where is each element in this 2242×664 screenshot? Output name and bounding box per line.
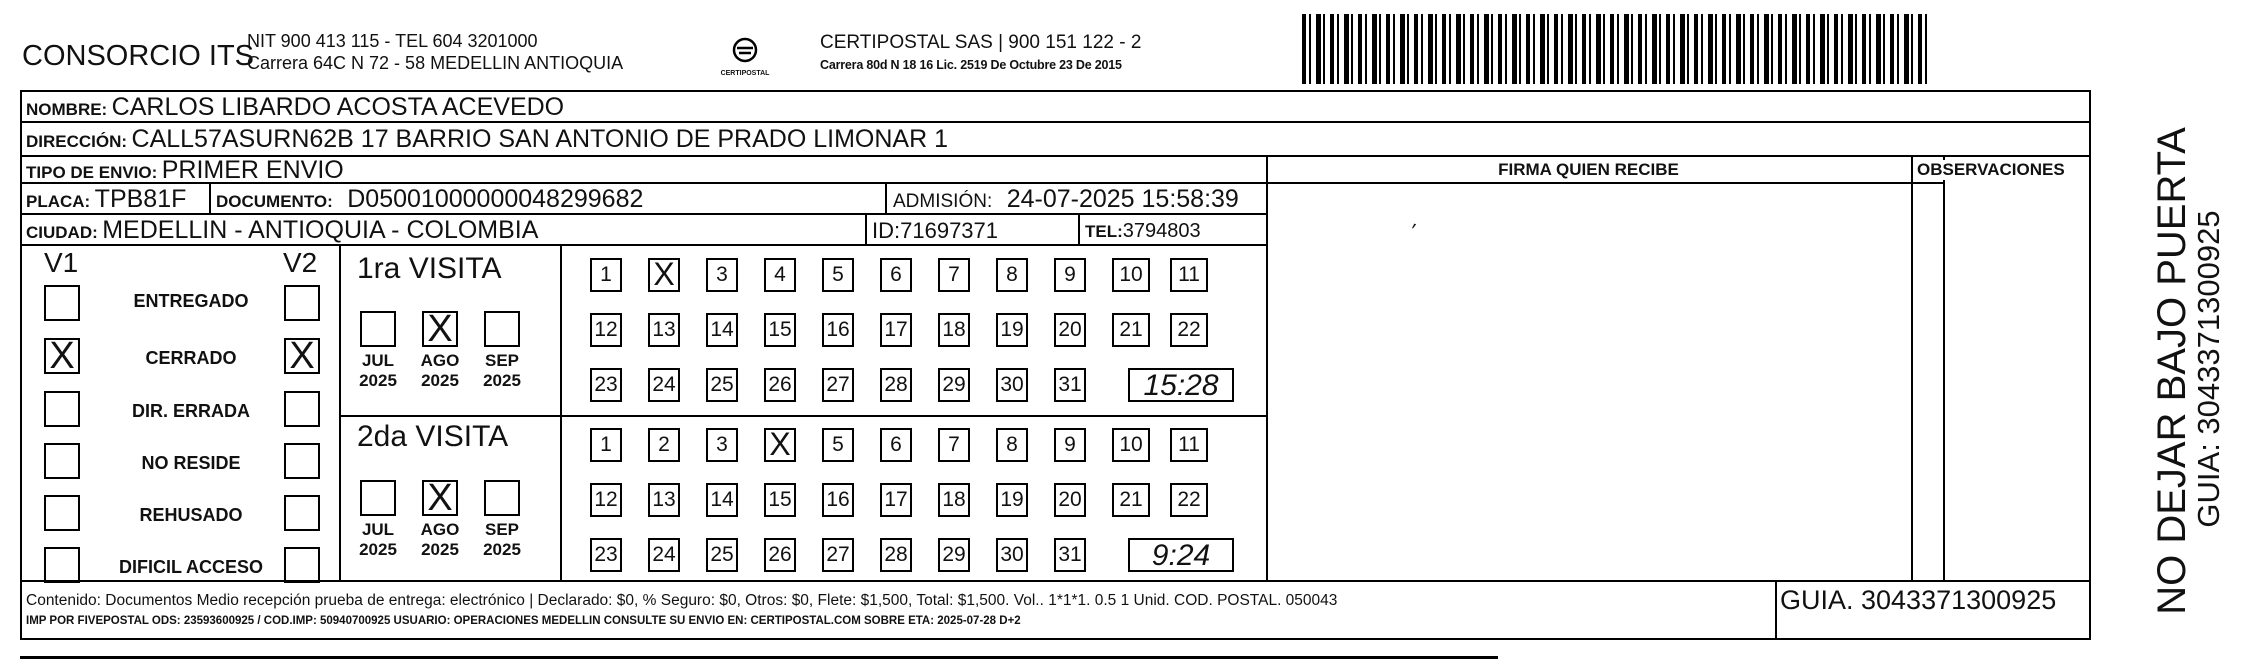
month-checkbox[interactable]: X	[422, 311, 458, 347]
tel-row	[1085, 220, 1201, 243]
day-number: 10	[1119, 433, 1143, 456]
day-box[interactable]	[822, 428, 854, 462]
address-row	[26, 125, 948, 154]
plate-row	[26, 185, 186, 214]
day-box[interactable]	[822, 483, 854, 517]
day-box[interactable]	[996, 258, 1028, 292]
side-guia: GUIA: 3043371300925	[2191, 210, 2226, 528]
day-number: 20	[1058, 318, 1082, 341]
day-number: 5	[832, 263, 844, 286]
id-row	[872, 218, 998, 244]
day-number: 16	[826, 488, 850, 511]
day-box[interactable]	[996, 313, 1028, 347]
month-name: AGO	[420, 351, 460, 370]
month-label	[415, 520, 465, 560]
name-row	[26, 93, 564, 122]
day-number: 18	[942, 488, 966, 511]
type-label: TIPO DE ENVIO:	[26, 163, 158, 182]
admission-row	[893, 185, 1239, 214]
day-number: 23	[594, 373, 618, 396]
day-box[interactable]	[590, 368, 622, 402]
day-number: 7	[948, 263, 960, 286]
day-box[interactable]	[996, 483, 1028, 517]
month-checkbox[interactable]: X	[422, 480, 458, 516]
day-box[interactable]	[1112, 258, 1150, 292]
day-number: 21	[1119, 488, 1143, 511]
day-number: 13	[652, 318, 676, 341]
month-label	[477, 520, 527, 560]
day-number: 31	[1058, 373, 1082, 396]
certipostal-id-line: CERTIPOSTAL SAS | 900 151 122 - 2	[820, 32, 1142, 53]
day-number: 24	[652, 373, 676, 396]
city-value: MEDELLIN - ANTIOQUIA - COLOMBIA	[102, 216, 539, 244]
month-label	[415, 351, 465, 391]
day-box[interactable]	[706, 258, 738, 292]
day-number: 31	[1058, 543, 1082, 566]
day-box[interactable]	[880, 428, 912, 462]
day-box[interactable]	[822, 258, 854, 292]
day-box[interactable]	[764, 428, 796, 462]
day-number: 15	[768, 318, 792, 341]
day-number: 27	[826, 543, 850, 566]
city-row	[26, 216, 538, 245]
day-number: 30	[1000, 373, 1024, 396]
type-row	[26, 156, 344, 185]
month-checkbox[interactable]	[484, 480, 520, 516]
visit-time-box[interactable]: 15:28	[1128, 368, 1234, 402]
company-address-line: Carrera 64C N 72 - 58 MEDELLIN ANTIOQUIA	[247, 53, 624, 73]
observations-header-label: OBSERVACIONES	[1913, 160, 2069, 180]
name-label: NOMBRE:	[26, 100, 108, 119]
visit1-title: 1ra VISITA	[357, 252, 502, 285]
id-value: 71697371	[900, 218, 999, 243]
state-label: NO RESIDE	[141, 453, 241, 473]
month-name: JUL	[361, 351, 395, 370]
month-checkbox[interactable]	[484, 311, 520, 347]
footer-print-line: IMP POR FIVEPOSTAL ODS: 23593600925 / COD.IMP: 50940700925 USUARIO: OPERACIONES MEDELLIN CONSULTE SU ENVIO EN: CERTIPOSTAL.COM SOBRE ETA: 2025-07-28 D+2	[26, 615, 1021, 627]
v2-checkbox[interactable]	[284, 391, 320, 427]
day-number: 4	[774, 263, 786, 286]
v1-header: V1	[44, 247, 79, 278]
day-box[interactable]	[938, 428, 970, 462]
day-box[interactable]	[590, 258, 622, 292]
month-name: AGO	[420, 520, 460, 539]
day-number: 6	[890, 263, 902, 286]
day-box[interactable]	[1112, 313, 1150, 347]
v2-checkbox[interactable]: X	[284, 338, 320, 374]
state-label: ENTREGADO	[133, 291, 249, 311]
day-number: 29	[942, 373, 966, 396]
month-name: JUL	[361, 520, 395, 539]
day-number: 8	[1006, 433, 1018, 456]
day-box[interactable]	[938, 313, 970, 347]
state-label: CERRADO	[145, 348, 237, 368]
month-year: 2025	[421, 371, 459, 390]
footer-content-line: Contenido: Documentos Medio recepción prueba de entrega: electrónico | Declarado: $0, % Seguro: $0, Otros: $0, Flete: $1,500, Total: $1,500. Vol.. 1*1*1. 0.5 1 Unid. COD. POSTAL. 050043	[26, 592, 1338, 609]
day-box[interactable]	[996, 538, 1028, 572]
v1-checkbox[interactable]	[44, 443, 80, 479]
day-box[interactable]	[880, 258, 912, 292]
day-box[interactable]	[764, 258, 796, 292]
state-label: DIR. ERRADA	[131, 401, 250, 421]
day-number: 27	[826, 373, 850, 396]
day-box[interactable]	[764, 538, 796, 572]
day-number: 21	[1119, 318, 1143, 341]
day-number: 12	[594, 318, 618, 341]
bottom-rule	[20, 656, 1498, 659]
day-box[interactable]	[764, 483, 796, 517]
document-label: DOCUMENTO:	[216, 192, 333, 211]
address-label: DIRECCIÓN:	[26, 132, 128, 151]
v2-checkbox[interactable]	[284, 285, 320, 321]
day-box[interactable]	[648, 313, 680, 347]
company-name: CONSORCIO ITS	[22, 40, 255, 72]
v1-checkbox[interactable]	[44, 285, 80, 321]
month-checkbox[interactable]	[360, 480, 396, 516]
v2-checkbox[interactable]	[284, 495, 320, 531]
logo-text: CERTIPOSTAL	[720, 70, 770, 77]
day-number: 28	[884, 373, 908, 396]
month-year: 2025	[359, 371, 397, 390]
day-number: 3	[716, 263, 728, 286]
day-number: 6	[890, 433, 902, 456]
day-number: 11	[1178, 433, 1200, 456]
day-box[interactable]	[1170, 483, 1208, 517]
day-number: 3	[716, 433, 728, 456]
month-label	[477, 351, 527, 391]
day-number: 12	[594, 488, 618, 511]
day-box[interactable]	[880, 368, 912, 402]
day-box[interactable]	[590, 428, 622, 462]
day-box[interactable]	[822, 368, 854, 402]
month-label	[353, 351, 403, 391]
company-nit-block	[247, 30, 623, 74]
signature-header: FIRMA QUIEN RECIBE	[1498, 160, 1679, 179]
day-number: 7	[948, 433, 960, 456]
day-number: 1	[600, 433, 612, 456]
signature-mark: ′	[1406, 220, 1418, 243]
day-number: 26	[768, 543, 792, 566]
day-box[interactable]	[764, 313, 796, 347]
day-box[interactable]	[1054, 483, 1086, 517]
visit-time-box[interactable]: 9:24	[1128, 538, 1234, 572]
day-number: 14	[710, 318, 734, 341]
day-box[interactable]	[590, 538, 622, 572]
day-box[interactable]	[880, 538, 912, 572]
footer-guia: GUIA. 3043371300925	[1780, 585, 2057, 615]
tel-label: TEL:	[1085, 222, 1123, 241]
day-box[interactable]	[938, 368, 970, 402]
day-box[interactable]	[1170, 258, 1208, 292]
day-box[interactable]	[590, 313, 622, 347]
document-row	[216, 185, 643, 214]
address-value: CALL57ASURN62B 17 BARRIO SAN ANTONIO DE PRADO LIMONAR 1	[131, 125, 948, 153]
day-number: 17	[884, 318, 908, 341]
v1-checkbox[interactable]: X	[44, 338, 80, 374]
day-box[interactable]	[822, 538, 854, 572]
day-number: 20	[1058, 488, 1082, 511]
day-number: 18	[942, 318, 966, 341]
day-number: 13	[652, 488, 676, 511]
day-box[interactable]	[648, 483, 680, 517]
v1-checkbox[interactable]	[44, 391, 80, 427]
barcode	[1302, 14, 1927, 84]
day-number: 1	[600, 263, 612, 286]
day-number: 2	[658, 433, 670, 456]
v2-checkbox[interactable]	[284, 547, 320, 583]
day-box[interactable]	[706, 368, 738, 402]
month-checkbox[interactable]	[360, 311, 396, 347]
day-number: 15	[768, 488, 792, 511]
day-box[interactable]	[706, 313, 738, 347]
v2-checkbox[interactable]	[284, 443, 320, 479]
name-value: CARLOS LIBARDO ACOSTA ACEVEDO	[111, 93, 565, 121]
day-box[interactable]	[590, 483, 622, 517]
day-number: 11	[1178, 263, 1200, 286]
day-number: 5	[832, 433, 844, 456]
day-box[interactable]	[938, 538, 970, 572]
month-year: 2025	[421, 540, 459, 559]
day-box[interactable]	[1054, 368, 1086, 402]
day-box[interactable]	[648, 428, 680, 462]
day-box[interactable]	[706, 538, 738, 572]
day-box[interactable]	[706, 428, 738, 462]
day-number: 29	[942, 543, 966, 566]
day-number: 16	[826, 318, 850, 341]
day-box[interactable]	[1054, 538, 1086, 572]
day-number: 19	[1000, 318, 1024, 341]
month-name: SEP	[484, 520, 520, 539]
id-label: ID:	[872, 218, 901, 243]
day-box[interactable]	[1170, 428, 1208, 462]
month-year: 2025	[483, 540, 521, 559]
certipostal-logo	[705, 28, 785, 90]
day-number: 30	[1000, 543, 1024, 566]
day-box[interactable]	[1112, 483, 1150, 517]
day-number: 10	[1119, 263, 1143, 286]
certipostal-address-line: Carrera 80d N 18 16 Lic. 2519 De Octubre 23 De 2015	[820, 58, 1122, 72]
day-box[interactable]	[764, 368, 796, 402]
day-number: 25	[710, 543, 734, 566]
tel-value: 3794803	[1122, 220, 1201, 242]
admission-label: ADMISIÓN:	[893, 191, 993, 212]
day-box[interactable]	[880, 483, 912, 517]
day-box[interactable]	[938, 258, 970, 292]
day-number: 26	[768, 373, 792, 396]
v1-checkbox[interactable]	[44, 495, 80, 531]
v1-checkbox[interactable]	[44, 547, 80, 583]
day-box[interactable]	[880, 313, 912, 347]
state-label: DIFICIL ACCESO	[118, 557, 263, 577]
day-box[interactable]	[1054, 428, 1086, 462]
day-number: 22	[1177, 488, 1201, 511]
day-box[interactable]	[648, 538, 680, 572]
day-number: 9	[1064, 433, 1076, 456]
day-number: 8	[1006, 263, 1018, 286]
day-box[interactable]	[1112, 428, 1150, 462]
month-year: 2025	[483, 371, 521, 390]
day-box[interactable]	[1170, 313, 1208, 347]
day-box[interactable]	[648, 258, 680, 292]
plate-label: PLACA:	[26, 192, 91, 211]
day-box[interactable]	[648, 368, 680, 402]
day-box[interactable]	[996, 428, 1028, 462]
plate-value: TPB81F	[94, 185, 187, 213]
day-box[interactable]	[822, 313, 854, 347]
visit2-title: 2da VISITA	[357, 420, 509, 453]
day-number: 14	[710, 488, 734, 511]
side-guia-wrap	[2186, 115, 2232, 615]
day-number: 24	[652, 543, 676, 566]
state-label: REHUSADO	[139, 505, 243, 525]
city-label: CIUDAD:	[26, 223, 98, 242]
day-number: 25	[710, 373, 734, 396]
day-box[interactable]	[706, 483, 738, 517]
side-warning: NO DEJAR BAJO PUERTA	[2150, 127, 2194, 615]
month-year: 2025	[359, 540, 397, 559]
day-box[interactable]	[1054, 313, 1086, 347]
type-value: PRIMER ENVIO	[161, 156, 344, 184]
day-number: 9	[1064, 263, 1076, 286]
day-box[interactable]	[938, 483, 970, 517]
day-number: 17	[884, 488, 908, 511]
admission-value: 24-07-2025 15:58:39	[1006, 185, 1239, 213]
day-box[interactable]	[1054, 258, 1086, 292]
day-number: 19	[1000, 488, 1024, 511]
document-value: D05001000000048299682	[347, 185, 644, 213]
month-name: SEP	[484, 351, 520, 370]
day-number: 23	[594, 543, 618, 566]
day-number: 28	[884, 543, 908, 566]
day-number: 22	[1177, 318, 1201, 341]
v2-header: V2	[283, 247, 318, 278]
month-label	[353, 520, 403, 560]
company-nit-line: NIT 900 413 115 - TEL 604 3201000	[247, 31, 538, 51]
day-box[interactable]	[996, 368, 1028, 402]
